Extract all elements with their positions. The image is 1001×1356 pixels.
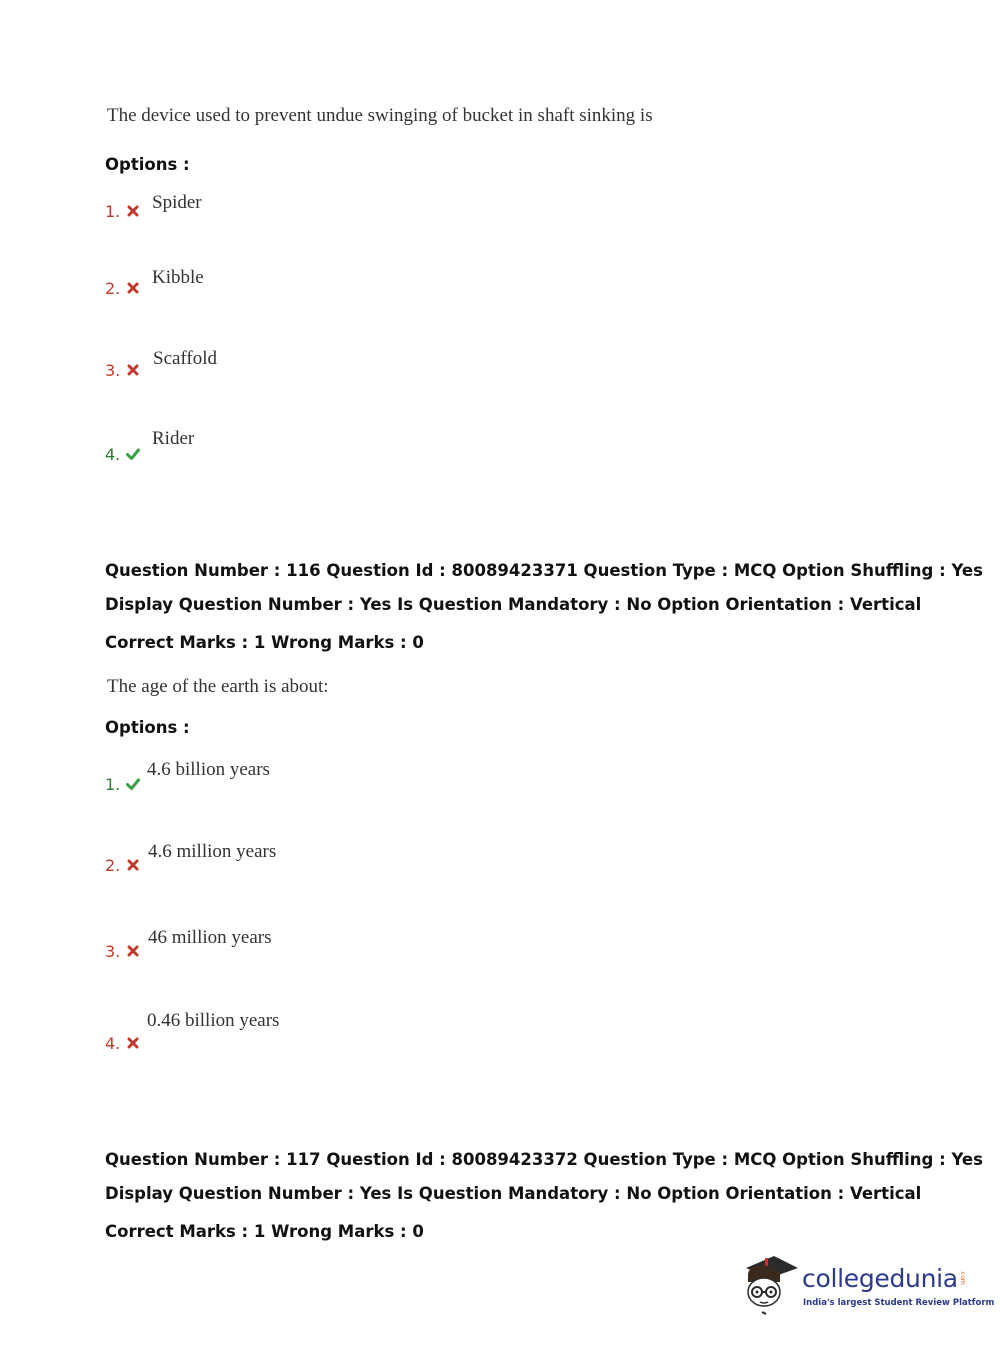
wrong-cross-icon: [126, 944, 140, 958]
question-meta-line: Display Question Number : Yes Is Question Mandatory : No Option Orientation : Vertical: [105, 595, 922, 614]
option-number: 4.: [105, 1034, 140, 1053]
question-meta-line: Question Number : 116 Question Id : 80089423371 Question Type : MCQ Option Shuffling : Yes: [105, 561, 983, 580]
option-number: 2.: [105, 856, 140, 875]
logo-domain-suffix: .com: [959, 1270, 966, 1285]
question-meta-line: Display Question Number : Yes Is Question Mandatory : No Option Orientation : Vertical: [105, 1184, 922, 1203]
collegedunia-logo: [740, 1250, 995, 1322]
correct-check-icon: [126, 447, 140, 461]
option-text: Kibble: [152, 267, 204, 288]
wrong-cross-icon: [126, 363, 140, 377]
correct-check-icon: [126, 777, 140, 791]
option-text: Rider: [152, 428, 195, 449]
option-text: 4.6 million years: [148, 841, 277, 862]
question-marks: Correct Marks : 1 Wrong Marks : 0: [105, 633, 424, 652]
option-number: 1.: [105, 775, 140, 794]
option-text: 4.6 billion years: [147, 759, 270, 780]
option-text: Scaffold: [153, 348, 218, 369]
options-label: Options :: [105, 155, 190, 174]
wrong-cross-icon: [126, 281, 140, 295]
logo-tagline: India's largest Student Review Platform: [803, 1298, 995, 1308]
mascot-logo-icon: [740, 1252, 800, 1316]
option-number: 3.: [105, 942, 140, 961]
options-label: Options :: [105, 718, 190, 737]
option-text: 0.46 billion years: [147, 1010, 280, 1031]
question-marks: Correct Marks : 1 Wrong Marks : 0: [105, 1222, 424, 1241]
question-text: The device used to prevent undue swinging of bucket in shaft sinking is: [107, 105, 653, 126]
logo-wordmark: collegedunia: [802, 1264, 958, 1293]
question-meta-line: Question Number : 117 Question Id : 80089423372 Question Type : MCQ Option Shuffling : Yes: [105, 1150, 983, 1169]
wrong-cross-icon: [126, 1036, 140, 1050]
option-number: 3.: [105, 361, 140, 380]
option-number: 2.: [105, 279, 140, 298]
option-text: 46 million years: [148, 927, 272, 948]
option-text: Spider: [152, 192, 202, 213]
wrong-cross-icon: [126, 204, 140, 218]
option-number: 1.: [105, 202, 140, 221]
wrong-cross-icon: [126, 858, 140, 872]
question-text: The age of the earth is about:: [107, 676, 329, 697]
option-number: 4.: [105, 445, 140, 464]
